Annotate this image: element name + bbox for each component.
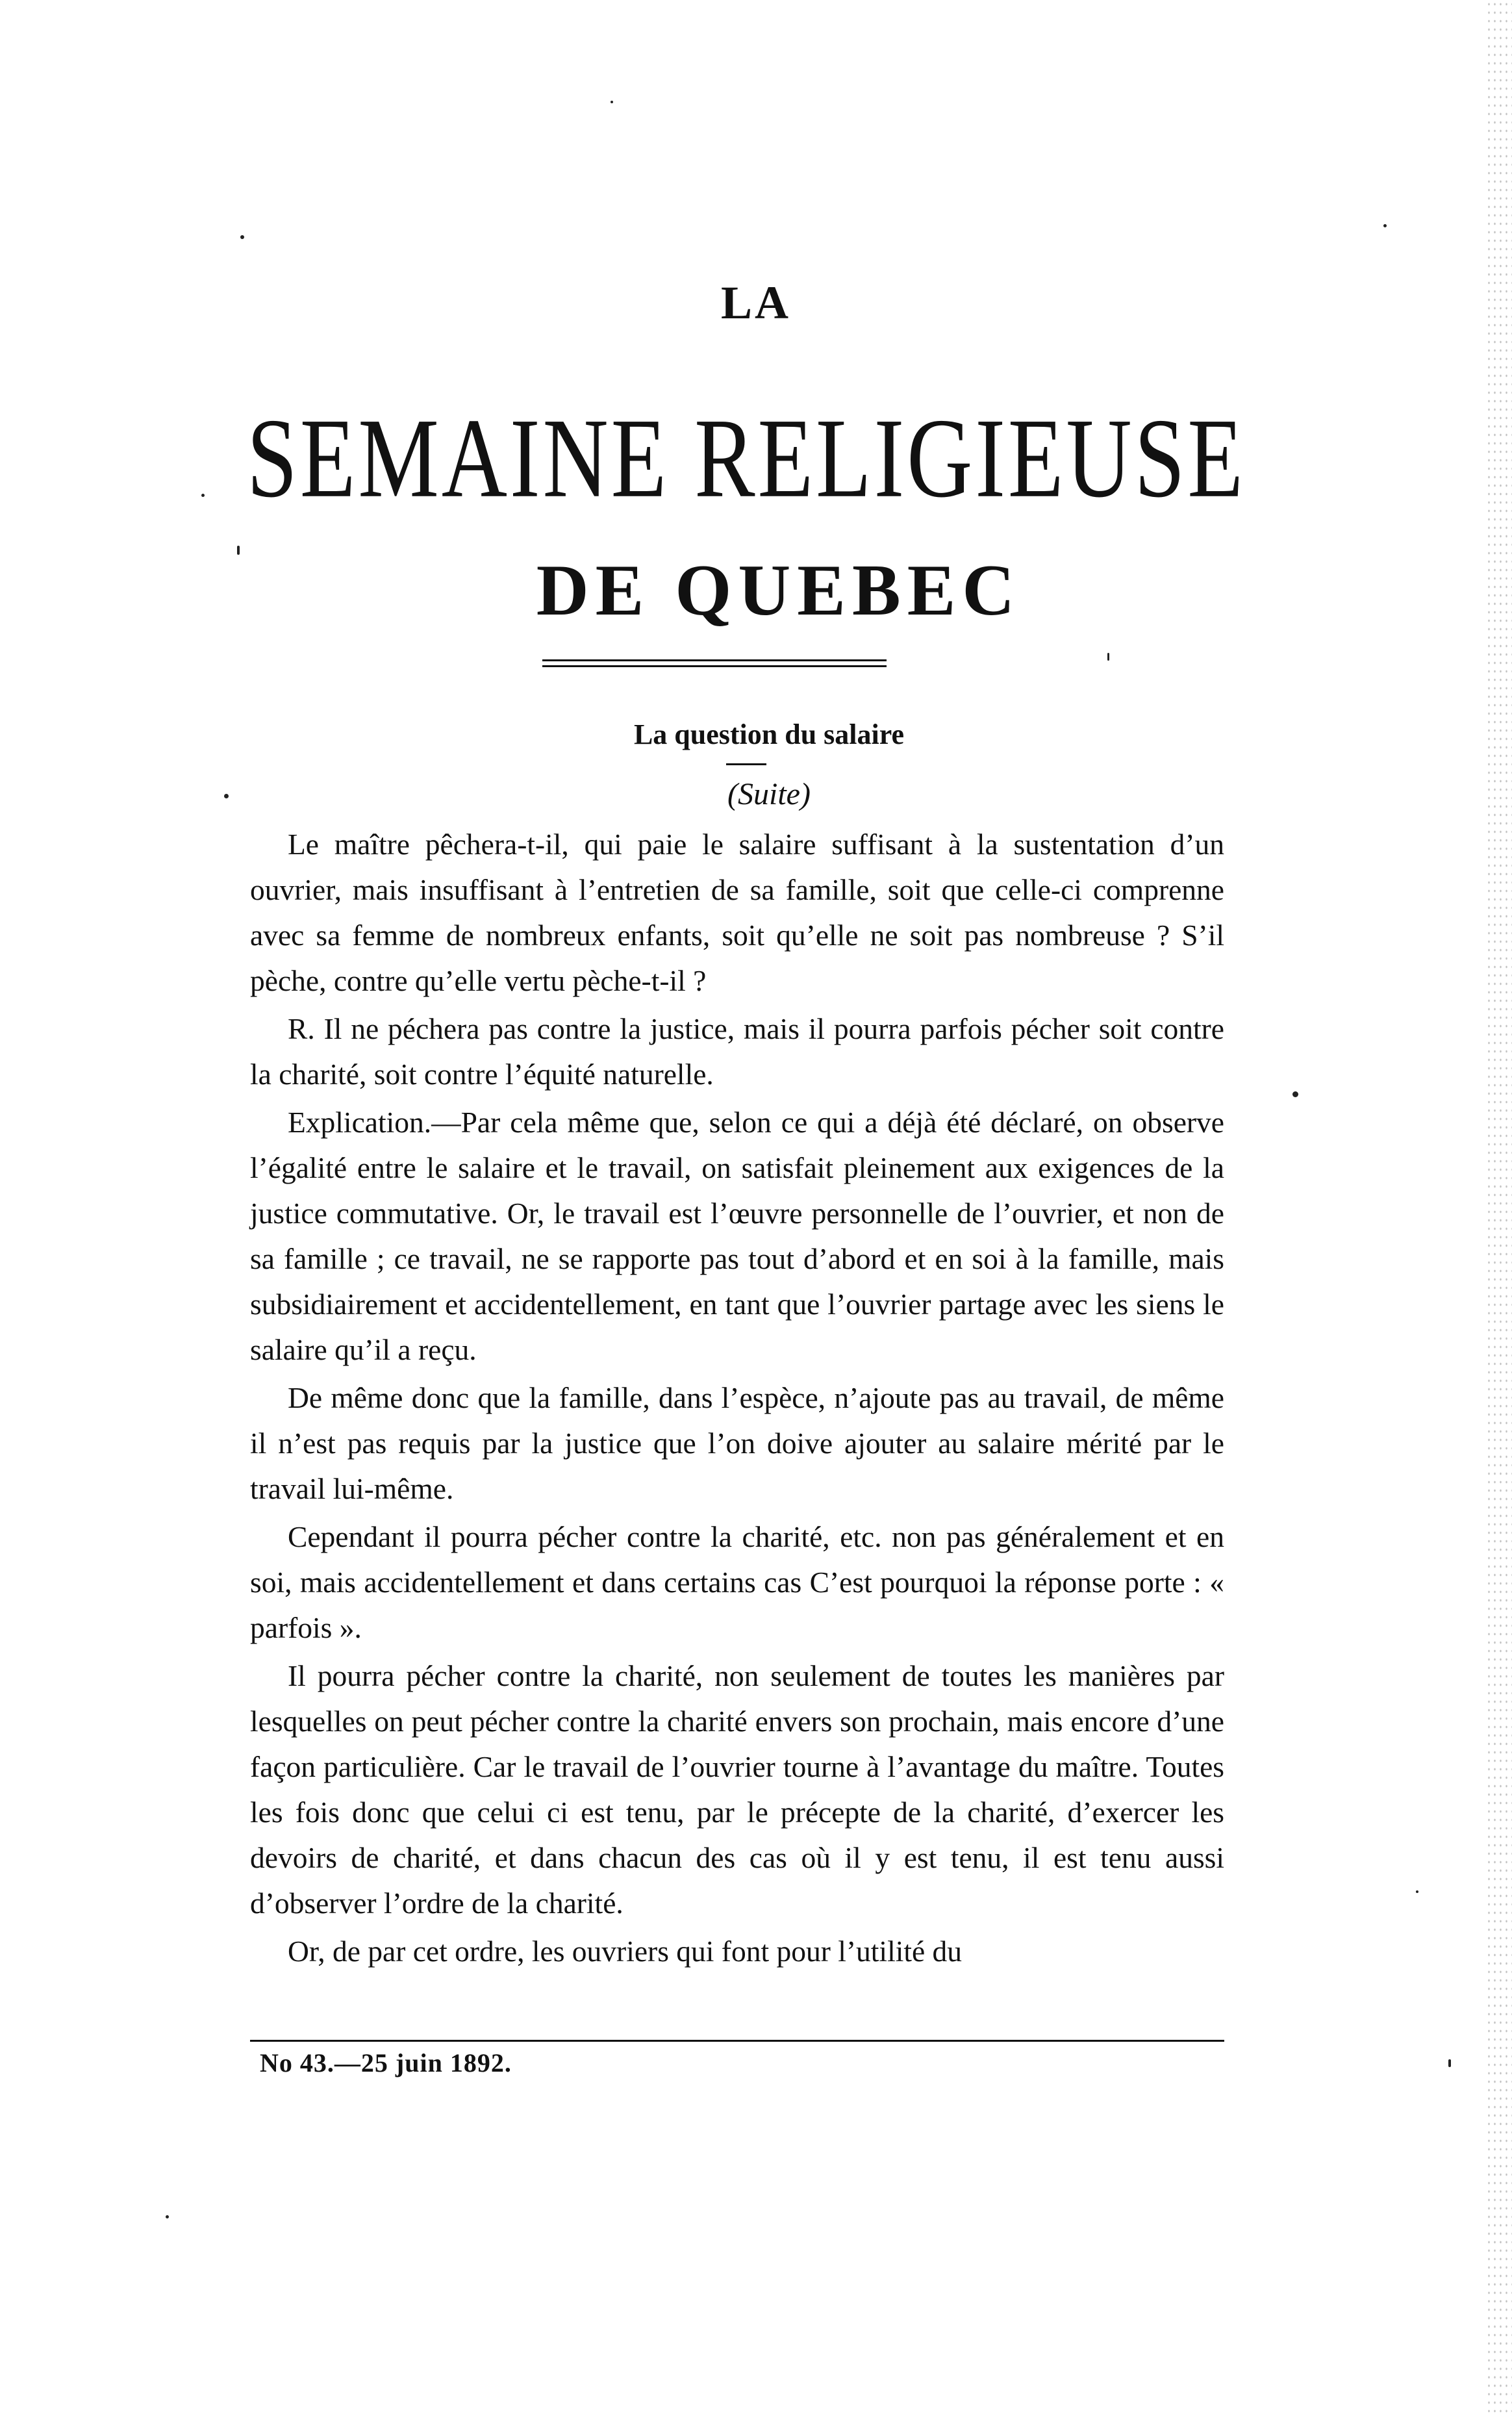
scan-speck bbox=[166, 2215, 169, 2218]
scan-speck bbox=[1292, 1091, 1298, 1097]
paragraph: Il pourra pécher contre la charité, non seulement de toutes les manières par lesquelles on peut pécher contre la charité envers son prochain, mais encore d’une façon particulière. Car le travail de l’ouvrier tourne à l’avantage du maître. Toutes les fois donc que celui ci est tenu, par le précepte de la charité, d’exercer les devoirs de charité, et dans chacun des cas où il y est tenu, il est tenu aussi d’observer l’ordre de la charité. bbox=[250, 1659, 1224, 1920]
masthead-title: SEMAINE RELIGIEUSE bbox=[247, 395, 1246, 522]
masthead-subtitle: DE QUEBEC bbox=[536, 550, 1022, 631]
paragraph: Or, de par cet ordre, les ouvriers qui font pour l’utilité du bbox=[288, 1935, 963, 1968]
article-title: La question du salaire bbox=[633, 718, 905, 750]
article-subtitle: (Suite) bbox=[727, 777, 811, 811]
masthead-la: LA bbox=[720, 277, 792, 329]
issue-number: No 43.—25 juin 1892. bbox=[260, 2048, 512, 2077]
masthead-double-rule bbox=[542, 659, 887, 667]
scan-speck bbox=[1383, 224, 1387, 227]
paragraph: De même donc que la famille, dans l’espèce, n’ajoute pas au travail, de même il n’est pas requis par la justice que l’on doive ajouter au salaire mérité par le travail lui-même. bbox=[250, 1381, 1224, 1505]
article-body bbox=[250, 822, 1224, 1977]
scan-speck bbox=[1448, 2059, 1451, 2067]
scan-speck bbox=[1416, 1890, 1418, 1893]
title-short-rule bbox=[726, 763, 766, 765]
scan-speck bbox=[201, 494, 205, 497]
scan-speck bbox=[611, 101, 613, 103]
paragraph: R. Il ne péchera pas contre la justice, mais il pourra parfois pécher soit contre la charité, soit contre l’équité naturelle. bbox=[250, 1012, 1224, 1091]
paragraph: Le maître pêchera-t-il, qui paie le salaire suffisant à la sustentation d’un ouvrier, mais insuffisant à l’entretien de sa famille, soit que celle-ci comprenne avec sa femme de nombreux enfants, soit qu’elle ne soit pas nombreuse ? S’il pèche, contre qu’elle vertu pèche-t-il ? bbox=[250, 828, 1224, 997]
scan-speck bbox=[224, 794, 229, 798]
scan-speck bbox=[240, 235, 244, 239]
footer-rule bbox=[250, 2040, 1224, 2042]
scan-speck bbox=[1107, 653, 1109, 661]
paragraph: Cependant il pourra pécher contre la charité, etc. non pas généralement et en soi, mais accidentellement et dans certains cas C’est pourquoi la réponse porte : « parfois ». bbox=[250, 1520, 1224, 1644]
scan-speck bbox=[237, 546, 240, 555]
scan-edge-noise bbox=[1486, 0, 1512, 2414]
paragraph: Explication.—Par cela même que, selon ce qui a déjà été déclaré, on observe l’égalité entre le salaire et le travail, on satisfait pleinement aux exigences de la justice commutative. Or, le travail est l’œuvre personnelle de l’ouvrier, et non de sa famille ; ce travail, ne se rapporte pas tout d’abord et en soi à la famille, mais subsidiairement et accidentellement, en tant que l’ouvrier partage avec les siens le salaire qu’il a reçu. bbox=[250, 1106, 1224, 1366]
